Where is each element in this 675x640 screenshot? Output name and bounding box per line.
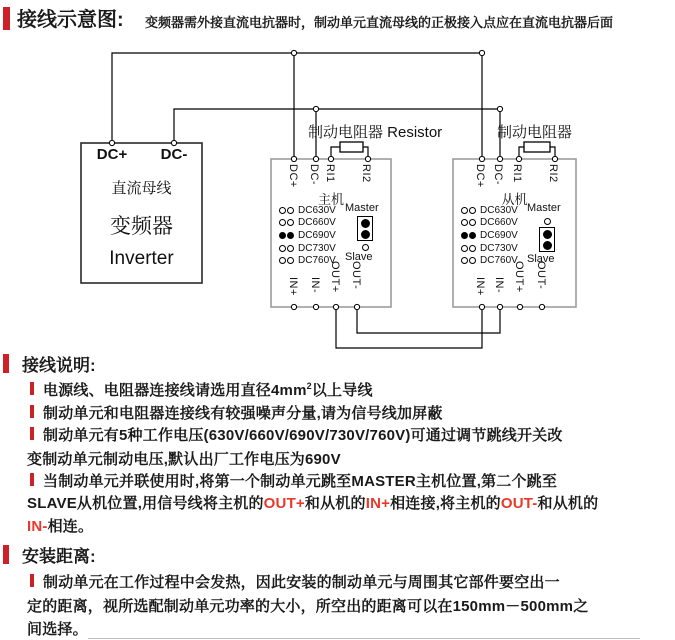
- voltage-row: [279, 217, 336, 230]
- voltage-dot: [469, 219, 476, 226]
- voltage-dot: [287, 257, 294, 264]
- bullet-text: 和从机的: [304, 495, 366, 512]
- master-terminal-ri1: RI1: [324, 164, 336, 183]
- voltage-label: DC760V: [480, 255, 518, 267]
- slave-terminal-dc-plus: DC+: [474, 164, 486, 188]
- install-line-2: 定的距离，视所选配制动单元功率的大小，所空出的距离可以在150mm－500mm之: [27, 598, 589, 615]
- bullet-red-marker: [30, 427, 34, 440]
- master-resistor-body: [340, 142, 363, 152]
- voltage-dot: [461, 257, 468, 264]
- voltage-dot: [287, 232, 294, 239]
- slave-terminal-out-plus: OUT+: [513, 261, 525, 293]
- install-line-1: 制动单元在工作过程中会发热，因此安装的制动单元与周围其它部件要空出一: [43, 574, 560, 591]
- master-terminal-in-plus: IN+: [287, 277, 299, 296]
- junction-dot: [479, 50, 484, 55]
- wiring-bullet-3-line-2: 变制动单元制动电压,默认出厂工作电压为690V: [27, 451, 341, 468]
- voltage-label: DC730V: [480, 242, 518, 254]
- voltage-dot: [461, 207, 468, 214]
- master-terminal-dc-minus: DC-: [308, 164, 320, 186]
- inverter-dc-plus-label: DC+: [96, 146, 128, 163]
- voltage-row: [279, 242, 336, 255]
- bullet-red-marker: [30, 574, 34, 587]
- terminal-dot: [291, 304, 296, 309]
- voltage-dot: [469, 207, 476, 214]
- bullet-text: SLAVE从机位置,用信号线将主机的: [27, 495, 264, 512]
- bullet-text: 电源线、电阻器连接线请选用直径4mm: [43, 382, 307, 399]
- master-terminal-in-minus: IN-: [309, 277, 321, 294]
- slave-unit-name: 从机: [501, 192, 528, 207]
- slave-jumper-master-label: Master: [527, 202, 561, 214]
- voltage-row: [279, 229, 336, 242]
- voltage-label: DC660V: [298, 217, 336, 229]
- slave-jumper-slave-label: Slave: [527, 253, 555, 265]
- wiring-bullet-1: [43, 379, 373, 400]
- inverter-bus-label: 直流母线: [111, 180, 172, 197]
- voltage-label: DC630V: [480, 204, 518, 216]
- junction-dot: [497, 106, 502, 111]
- master-jumper-pin: [361, 219, 370, 228]
- voltage-dot: [279, 232, 286, 239]
- voltage-dot: [461, 245, 468, 252]
- terminal-dot: [497, 304, 502, 309]
- voltage-label: DC630V: [298, 204, 336, 216]
- out-minus-to-in-minus-wire: [357, 307, 500, 333]
- terminal-dot: [479, 156, 484, 161]
- terminal-ref-in-minus: IN-: [27, 518, 48, 535]
- voltage-dot: [279, 219, 286, 226]
- terminal-dot: [313, 156, 318, 161]
- superscript: 2: [306, 381, 312, 391]
- slave-voltage-table: [461, 204, 518, 267]
- bottom-divider: [88, 638, 640, 639]
- voltage-dot: [279, 257, 286, 264]
- voltage-dot: [469, 257, 476, 264]
- slave-jumper-pin: [543, 241, 552, 250]
- terminal-dot: [313, 304, 318, 309]
- master-jumper-pin: [362, 244, 369, 251]
- voltage-row: [461, 204, 518, 217]
- bullet-red-marker: [30, 473, 34, 486]
- slave-resistor-label: 制动电阻器: [497, 124, 573, 141]
- master-terminal-dc-plus: DC+: [287, 164, 299, 188]
- section-red-marker: [3, 545, 9, 564]
- slave-jumper-pin: [544, 218, 551, 225]
- install-line-3: 间选择。: [27, 621, 88, 638]
- slave-terminal-ri1: RI1: [511, 164, 523, 183]
- voltage-dot: [469, 232, 476, 239]
- master-terminal-out-minus: OUT-: [350, 261, 362, 290]
- voltage-row: [279, 254, 336, 267]
- terminal-ref-in-plus: IN+: [365, 495, 391, 512]
- slave-terminal-out-minus: OUT-: [535, 261, 547, 290]
- voltage-dot: [461, 232, 468, 239]
- wiring-bullet-4-line-3: [27, 515, 93, 536]
- section-red-marker: [3, 354, 9, 373]
- page-title-note: 变频器需外接直流电抗器时，制动单元直流母线的正极接入点应在直流电抗器后面: [145, 15, 614, 30]
- voltage-dot: [287, 245, 294, 252]
- master-terminal-ri2: RI2: [360, 164, 372, 183]
- master-resistor-label: 制动电阻器 Resistor: [308, 124, 443, 141]
- terminal-ref-out-minus: OUT-: [500, 495, 538, 512]
- voltage-dot: [287, 207, 294, 214]
- install-section-heading: 安装距离:: [22, 547, 96, 566]
- master-unit-name: 主机: [317, 192, 344, 207]
- terminal-dot: [109, 140, 114, 145]
- terminal-dot: [365, 156, 370, 161]
- master-jumper-master-label: Master: [345, 202, 379, 214]
- bullet-text: 相连接,将主机的: [390, 495, 501, 512]
- terminal-dot: [328, 156, 333, 161]
- junction-dot: [291, 50, 296, 55]
- master-jumper-pin: [361, 230, 370, 239]
- inverter-name-cn: 变频器: [110, 215, 173, 238]
- slave-terminal-in-plus: IN+: [474, 277, 486, 296]
- voltage-label: DC730V: [298, 242, 336, 254]
- voltage-row: [461, 254, 518, 267]
- terminal-dot: [539, 304, 544, 309]
- master-terminal-out-plus: OUT+: [329, 261, 341, 293]
- slave-terminal-in-minus: IN-: [493, 277, 505, 294]
- junction-dots: [291, 50, 502, 111]
- terminal-ref-out-plus: OUT+: [263, 495, 305, 512]
- voltage-dot: [279, 207, 286, 214]
- inverter-dc-minus-label: DC-: [160, 146, 188, 163]
- terminal-dot: [479, 304, 484, 309]
- wiring-bullet-2: 制动单元和电阻器连接线有较强噪声分量,请为信号线加屏蔽: [43, 405, 443, 422]
- terminal-dot: [333, 304, 338, 309]
- master-jumper-slave-label: Slave: [345, 251, 373, 263]
- wiring-bullet-3-line-1: 制动单元有5种工作电压(630V/660V/690V/730V/760V)可通过调节跳线开关改: [43, 427, 563, 444]
- master-voltage-table: [279, 204, 336, 267]
- wiring-bullet-4-line-1: 当制动单元并联使用时,将第一个制动单元跳至MASTER主机位置,第二个跳至: [43, 473, 558, 490]
- voltage-label: DC660V: [480, 217, 518, 229]
- voltage-label: DC690V: [480, 229, 518, 241]
- voltage-dot: [279, 245, 286, 252]
- terminal-dot: [291, 156, 296, 161]
- voltage-label: DC690V: [298, 229, 336, 241]
- voltage-dot: [469, 245, 476, 252]
- terminal-dot: [497, 156, 502, 161]
- slave-jumper-pin: [543, 230, 552, 239]
- terminal-dot: [171, 140, 176, 145]
- slave-resistor-body: [524, 142, 550, 152]
- bullet-red-marker: [30, 405, 34, 418]
- wiring-section-heading: 接线说明:: [22, 356, 96, 375]
- inverter-name-en: Inverter: [109, 248, 174, 269]
- out-plus-to-in-plus-wire: [336, 307, 482, 348]
- voltage-row: [279, 204, 336, 217]
- terminal-dot: [552, 156, 557, 161]
- voltage-dot: [287, 219, 294, 226]
- terminal-dot: [516, 156, 521, 161]
- bullet-text: 相连。: [47, 518, 94, 535]
- bullet-red-marker: [30, 382, 34, 395]
- bullet-text: 以上导线: [311, 382, 373, 399]
- voltage-dot: [461, 219, 468, 226]
- terminal-dot: [354, 304, 359, 309]
- voltage-label: DC760V: [298, 255, 336, 267]
- junction-dot: [313, 106, 318, 111]
- terminal-dot: [517, 304, 522, 309]
- slave-terminal-ri2: RI2: [547, 164, 559, 183]
- voltage-row: [461, 217, 518, 230]
- voltage-row: [461, 242, 518, 255]
- page-title: 接线示意图:: [17, 9, 124, 31]
- wiring-bullet-4-line-2: [27, 492, 598, 513]
- slave-terminal-dc-minus: DC-: [492, 164, 504, 186]
- voltage-row: [461, 229, 518, 242]
- bullet-text: 和从机的: [537, 495, 599, 512]
